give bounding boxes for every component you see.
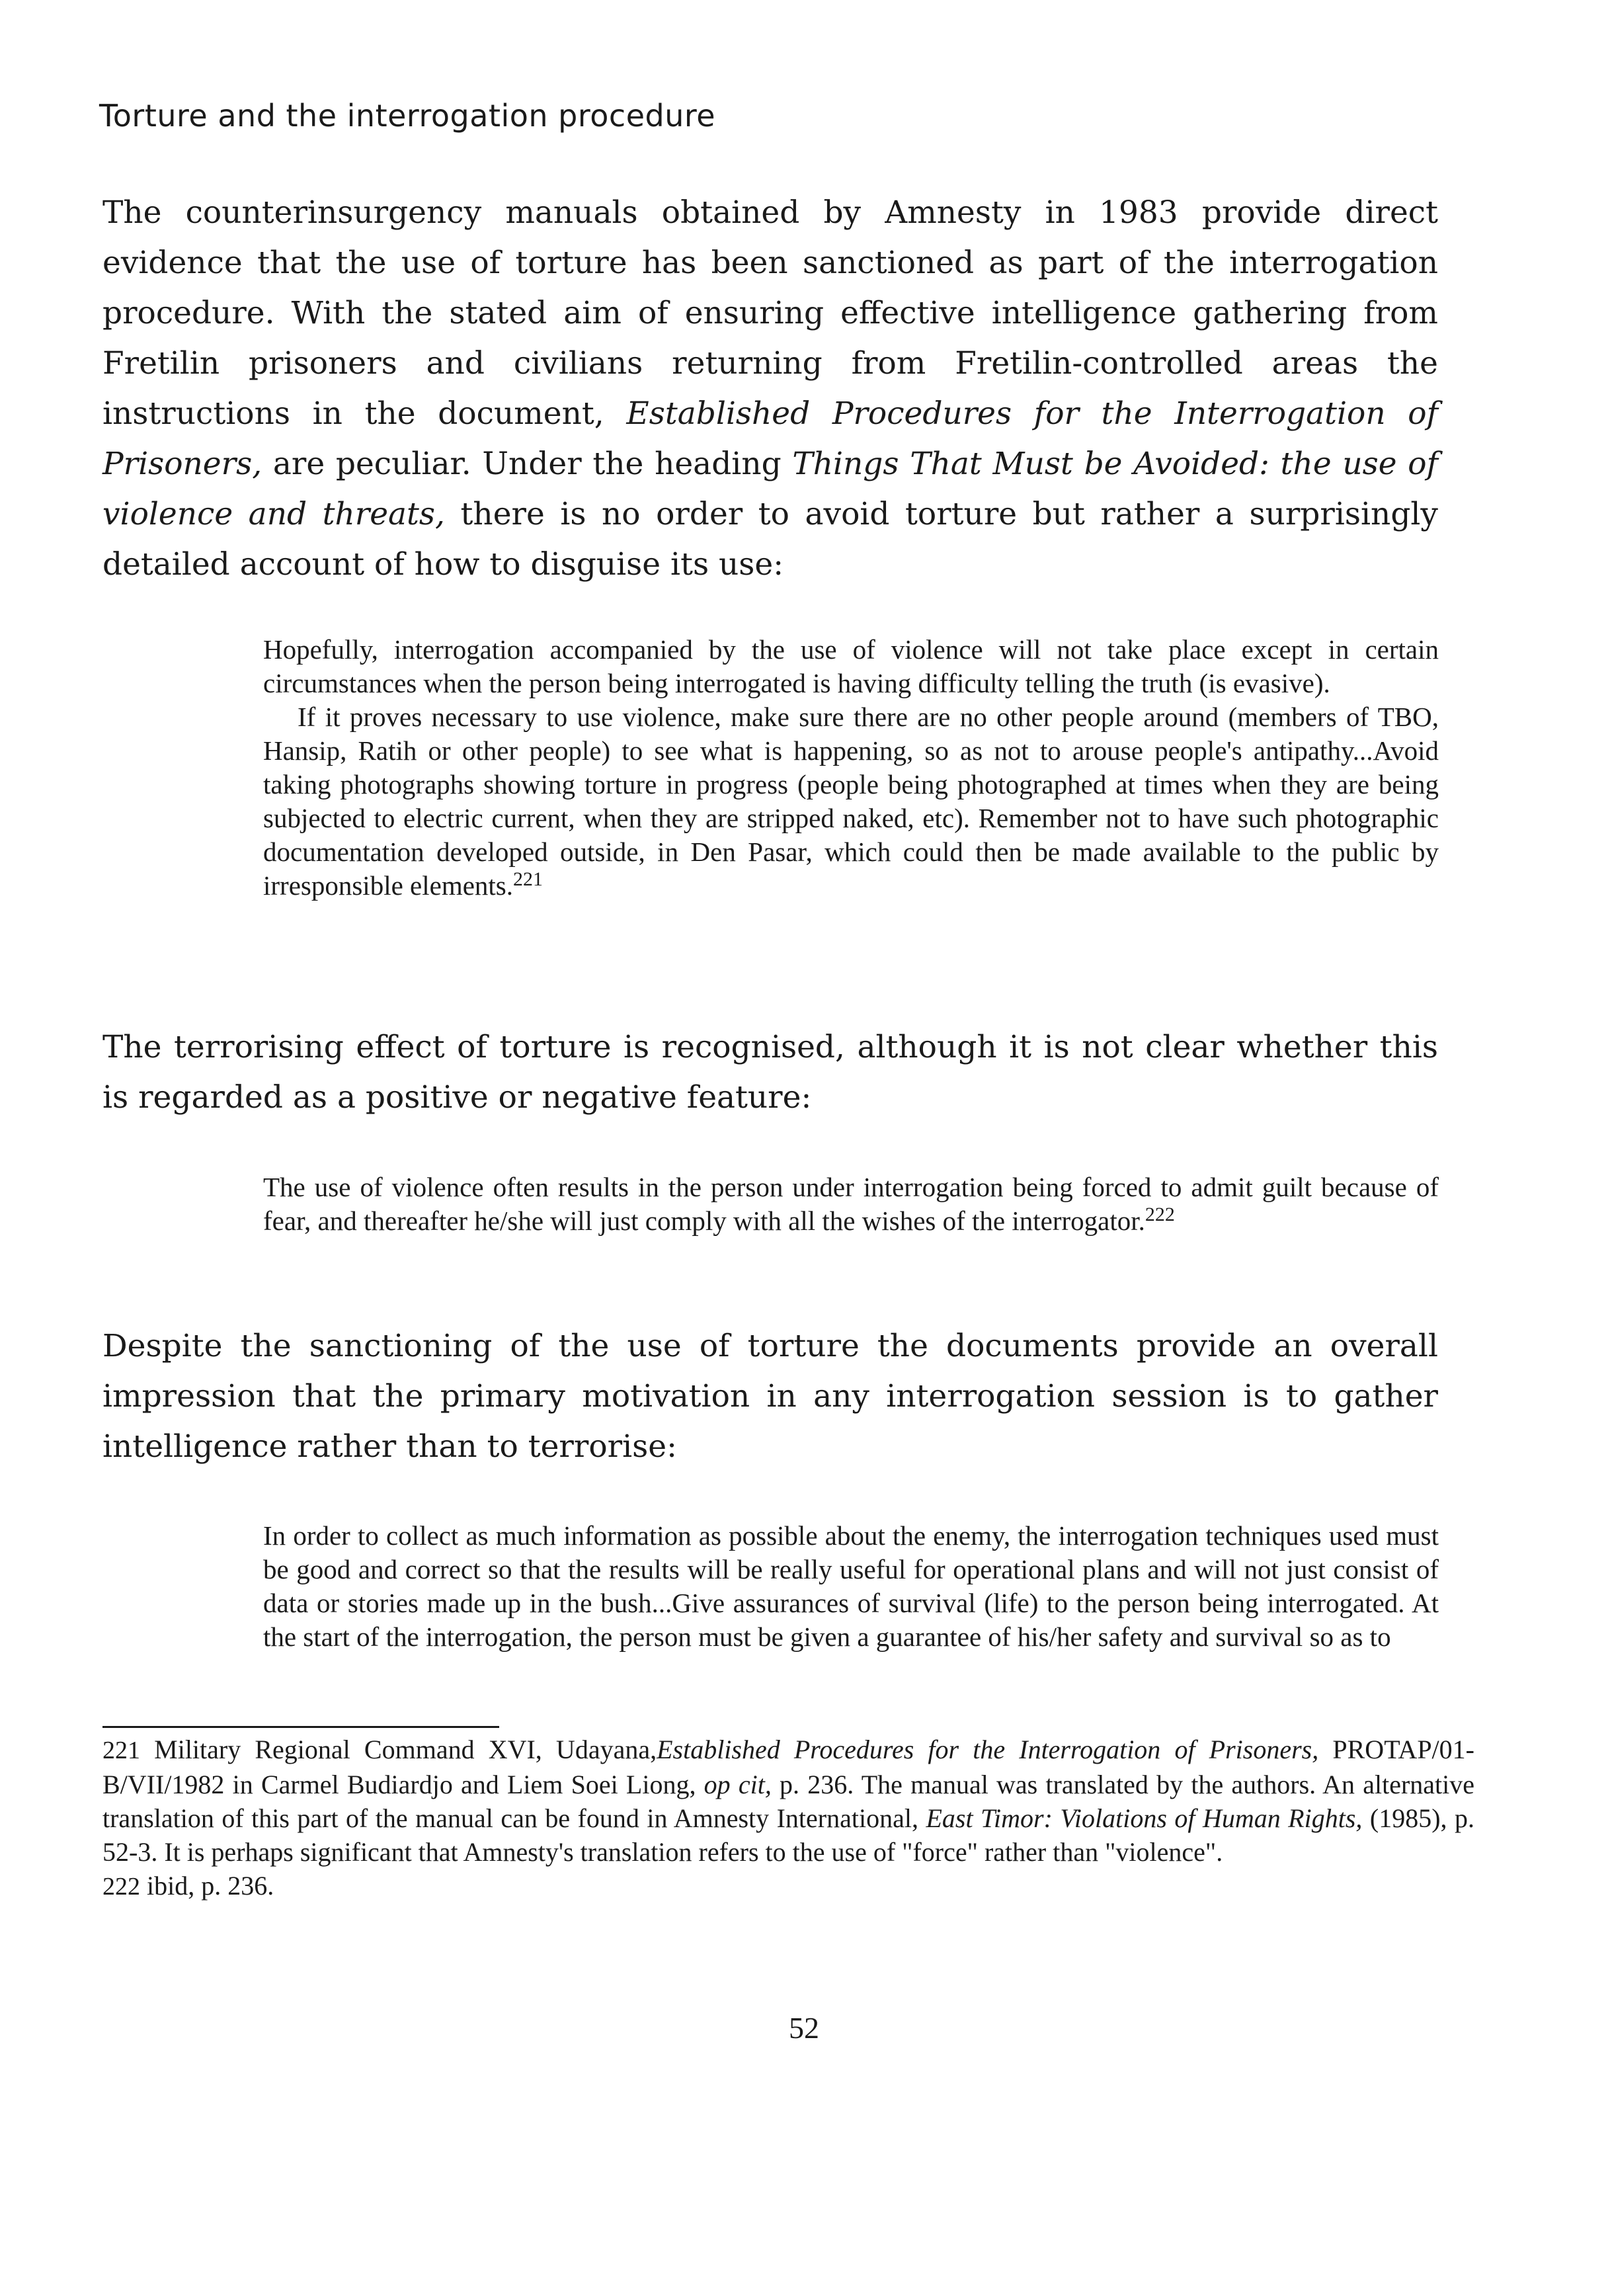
body-paragraph-3: Despite the sanctioning of the use of torture the documents provide an overall impression that the primary motivation in any interrogation session is to gather intelligence rather than to terrorise: [102, 1328, 1438, 1465]
quote1-paragraph-1: Hopefully, interrogation accompanied by the use of violence will not take place except in certain circumstances when the person being interrogated is having difficulty telling the truth (is evasive). [263, 634, 1439, 698]
body-paragraph-2: The terrorising effect of torture is recognised, although it is not clear whether this is regarded as a positive or negative feature: [102, 1029, 1438, 1116]
section-heading: Torture and the interrogation procedure [99, 98, 716, 134]
block-quote-2 [263, 1170, 1439, 1238]
page-number: 52 [789, 2011, 819, 2045]
footnote-ref-222[interactable]: 222 [1145, 1204, 1175, 1225]
footnote-221-text-c: p. 236. The manual was translated by the authors. An alternative translation of this part of the manual can be found in Amnesty International, [102, 1770, 1475, 1833]
quote1-paragraph-2-text: If it proves necessary to use violence, make sure there are no other people around (members of TBO, Hansip, Ratih or other people) to see what is happening, so as not to arouse people's antipathy...Avoid taking photographs showing torture in progress (people being photographed at times when they are being subjected to electric current, when they are stripped naked, etc). Remember not to have such photographic documentation developed outside, in Den Pasar, which could then be made available to the public by irresponsible elements. [263, 702, 1439, 901]
block-quote-1 [263, 633, 1439, 903]
quote1-paragraph-2 [263, 700, 1439, 903]
footnote-221-title: Established Procedures for the Interrogation of Prisoners, [657, 1735, 1319, 1764]
footnotes [102, 1733, 1474, 1904]
footnote-221 [102, 1733, 1474, 1869]
footnote-221-source: East Timor: Violations of Human Rights, [926, 1803, 1363, 1833]
para1-text-b: are peculiar. Under the heading [262, 446, 793, 482]
para1-text-a: The counterinsurgency manuals obtained by Amnesty in 1983 provide direct evidence that the use of torture has been sanctioned as part of the interrogation procedure. With the stated aim of ensuring effective intelligence gathering from Fretilin prisoners and civilians returning from Fretilin-controlled areas the instructions in the document, [102, 194, 1438, 432]
quote2-paragraph [263, 1170, 1439, 1238]
para1-heading-quote: Things That Must be Avoided: the use of violence and threats, [102, 446, 1438, 532]
footnote-222 [102, 1869, 1474, 1904]
footnote-ref-221[interactable]: 221 [513, 868, 543, 890]
quote3-paragraph: In order to collect as much information as possible about the enemy, the interrogation techniques used must be good and correct so that the results will be really useful for operational plans and will not just consist of data or stories made up in the bush...Give assurances of survival (life) to the person being interrogated. At the start of the interrogation, the person must be given a guarantee of his/her safety and survival so as to [263, 1520, 1439, 1652]
footnote-222-text: ibid, p. 236. [140, 1871, 274, 1901]
body-paragraph-1 [102, 188, 1438, 590]
footnote-221-number: 221 [102, 1737, 140, 1764]
footnote-divider [102, 1726, 499, 1728]
footnote-221-text-b: PROTAP/01-B/VII/1982 in Carmel Budiardjo and Liem Soei Liong, [102, 1735, 1474, 1799]
para1-document-title: Established Procedures for the Interrogation of Prisoners, [102, 395, 1438, 482]
block-quote-3 [263, 1519, 1439, 1654]
footnote-221-opcit: op cit, [704, 1770, 772, 1799]
footnote-222-number: 222 [102, 1873, 140, 1901]
footnote-221-text-a: Military Regional Command XVI, Udayana, [140, 1735, 657, 1764]
footnote-221-text-d: (1985), p. 52-3. It is perhaps significant that Amnesty's translation refers to the use of "force" rather than "violence". [102, 1803, 1474, 1867]
para1-text-c: there is no order to avoid torture but rather a surprisingly detailed account of how to disguise its use: [102, 496, 1438, 583]
quote2-text: The use of violence often results in the person under interrogation being forced to admit guilt because of fear, and thereafter he/she will just comply with all the wishes of the interrogator. [263, 1172, 1439, 1236]
